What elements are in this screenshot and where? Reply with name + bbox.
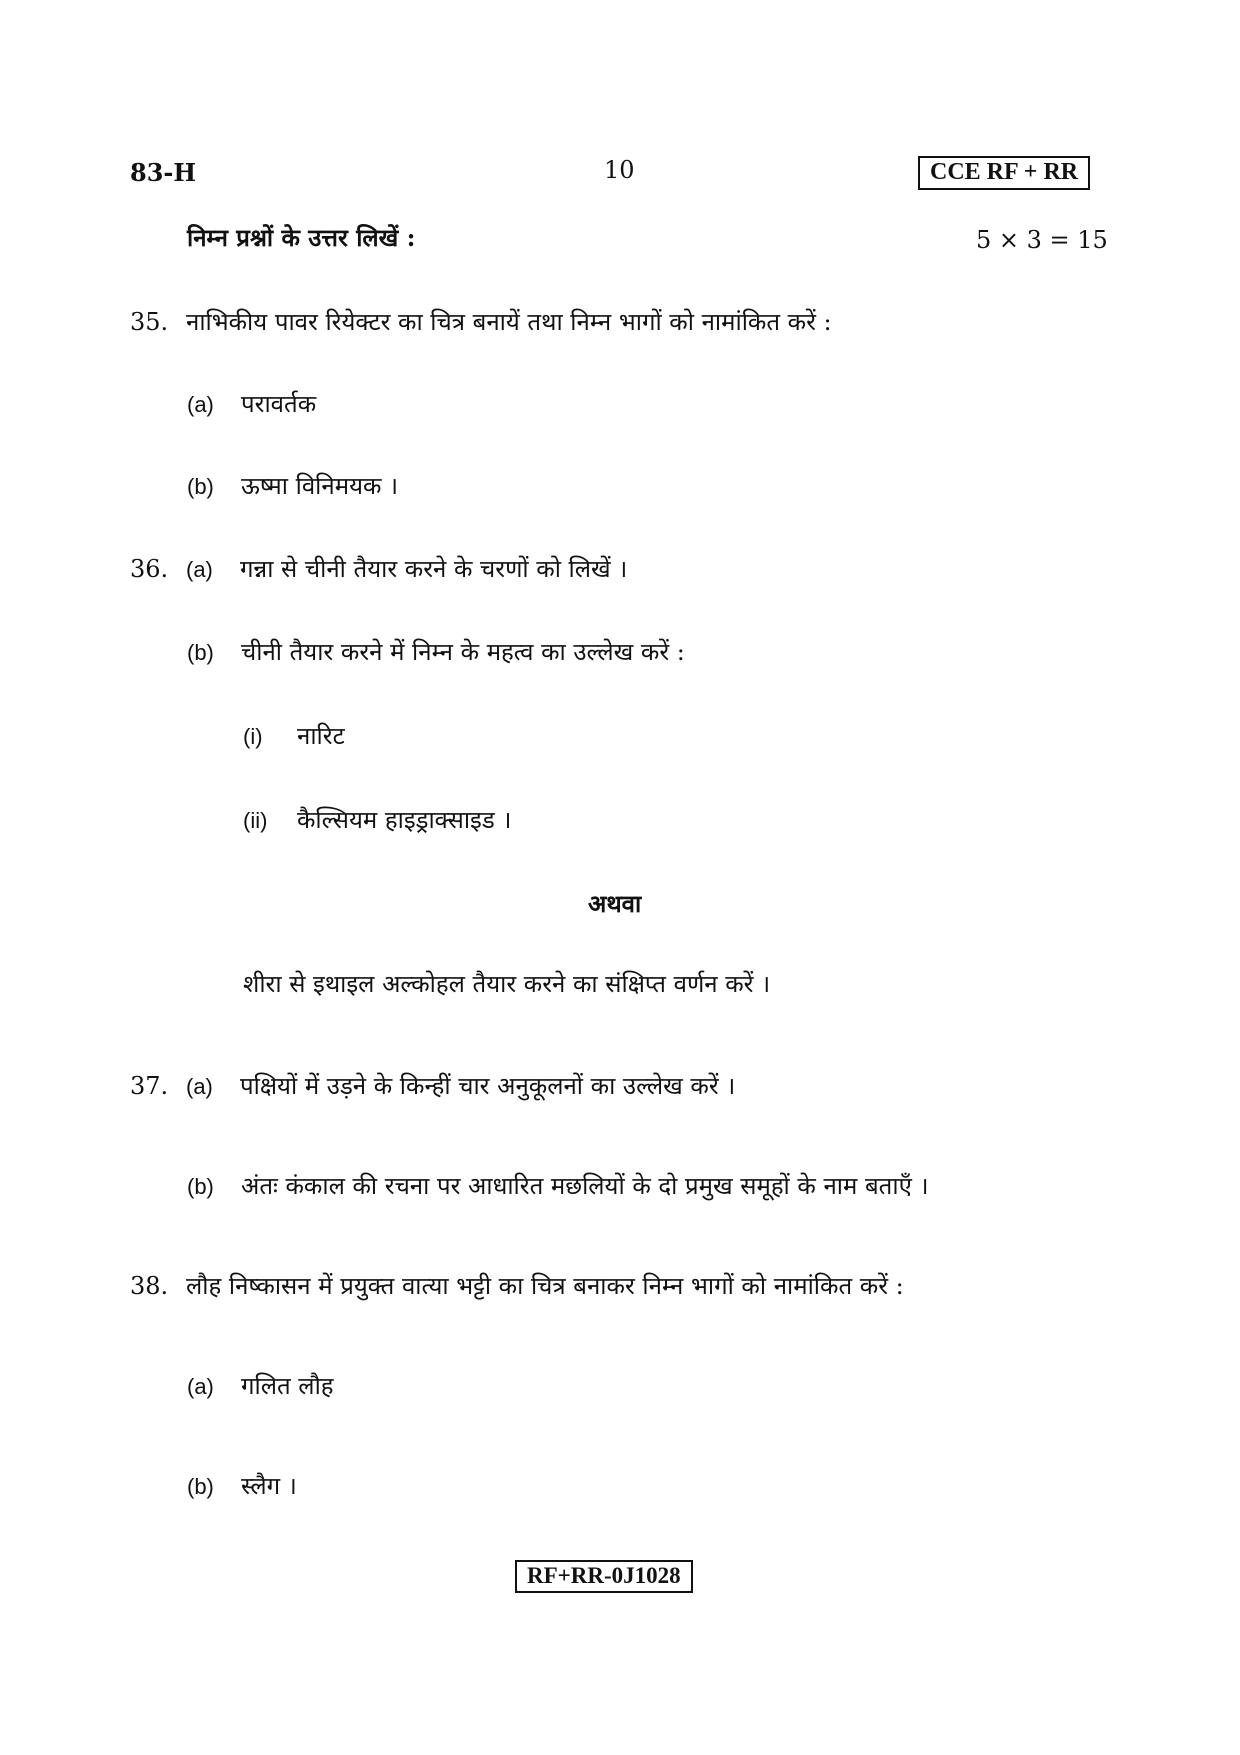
q36-subpart-ii [243, 804, 511, 837]
part-text: गलित लौह [241, 1372, 334, 1400]
part-text: पक्षियों में उड़ने के किन्हीं चार अनुकूलनों का उल्लेख करें । [240, 1072, 736, 1100]
series-code: CCE RF + RR [918, 156, 1090, 190]
footer-code: RF+RR-0J1028 [515, 1560, 693, 1593]
part-text: स्लैग । [241, 1472, 297, 1500]
or-label: अथवा [588, 889, 642, 918]
part-label: (b) [187, 1174, 214, 1199]
part-label: (a) [187, 1374, 214, 1399]
question-number: 38. [130, 1272, 169, 1300]
q38-part-b [187, 1470, 297, 1503]
part-label: (a) [186, 1074, 213, 1099]
q38-part-a [187, 1370, 334, 1403]
question-text: लौह निष्कासन में प्रयुक्त वात्या भट्टी का चित्र बनाकर निम्न भागों को नामांकित करें : [186, 1272, 904, 1300]
question-38 [130, 1270, 904, 1302]
part-label: (b) [187, 474, 214, 499]
question-number: 35. [130, 308, 169, 336]
part-text: गन्ना से चीनी तैयार करने के चरणों को लिखें । [240, 555, 628, 583]
subpart-label: (i) [243, 724, 263, 749]
subpart-text: कैल्सियम हाइड्राक्साइड । [297, 806, 512, 834]
part-label: (b) [187, 640, 214, 665]
q36-part-b [187, 636, 685, 669]
part-text: परावर्तक [241, 390, 317, 418]
q35-part-b [187, 470, 398, 503]
q36-or-text: शीरा से इथाइल अल्कोहल तैयार करने का संक्षिप्त वर्णन करें । [243, 970, 771, 998]
question-text: नाभिकीय पावर रियेक्टर का चित्र बनायें तथा निम्न भागों को नामांकित करें : [186, 308, 832, 336]
question-number: 36. [130, 555, 169, 583]
q35-part-a [187, 388, 316, 421]
part-text: अंतः कंकाल की रचना पर आधारित मछलियों के दो प्रमुख समूहों के नाम बताएँ । [241, 1172, 929, 1200]
instruction-marks: 5 × 3 = 15 [976, 226, 1108, 254]
paper-code: 83-H [130, 158, 197, 187]
instruction-text: निम्न प्रश्नों के उत्तर लिखें : [187, 223, 416, 252]
subpart-label: (ii) [243, 808, 268, 833]
q36-subpart-i [243, 720, 345, 753]
part-text: ऊष्मा विनिमयक । [241, 472, 399, 500]
part-label: (a) [186, 557, 213, 582]
part-label: (b) [187, 1474, 214, 1499]
question-35 [130, 306, 832, 338]
page-number: 10 [604, 156, 635, 184]
subpart-text: नारिट [297, 722, 345, 750]
question-36-part-a [130, 553, 627, 586]
question-number: 37. [130, 1072, 169, 1100]
q37-part-b [187, 1170, 929, 1203]
question-37-part-a [130, 1070, 735, 1103]
part-text: चीनी तैयार करने में निम्न के महत्व का उल्लेख करें : [241, 638, 685, 666]
part-label: (a) [187, 392, 214, 417]
